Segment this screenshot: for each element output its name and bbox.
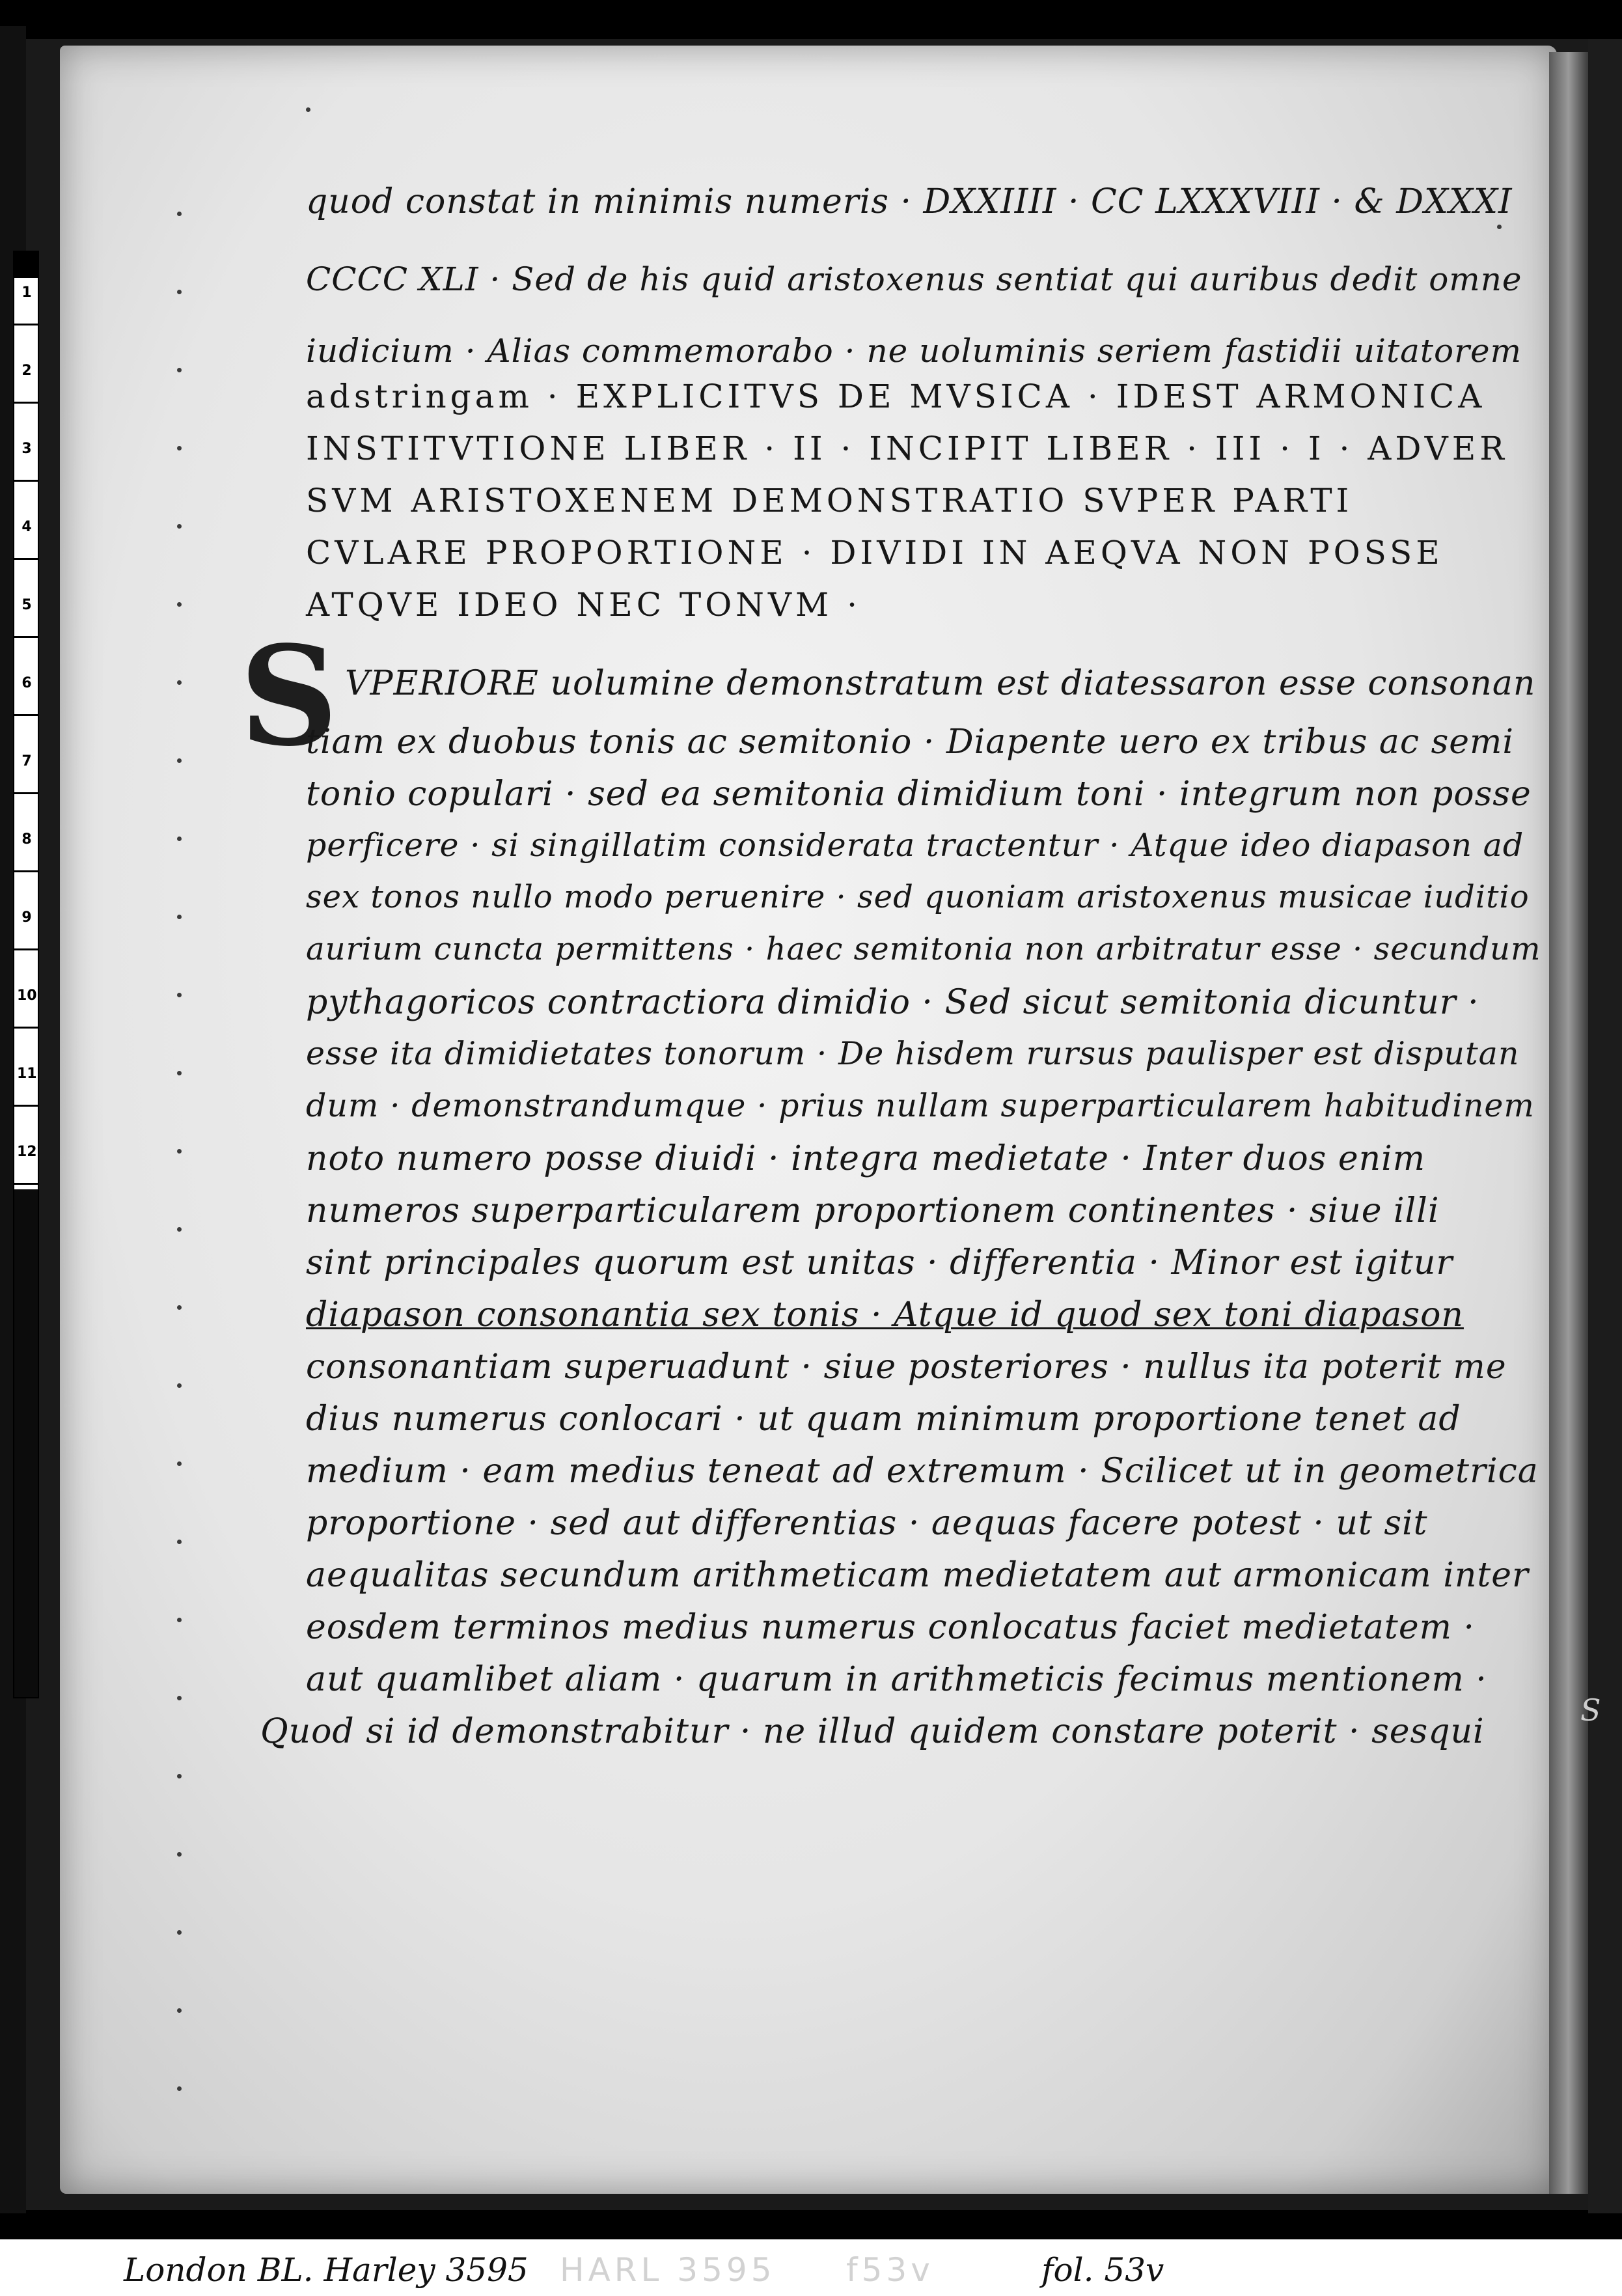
text-line: dius numerus conlocari · ut quam minimum proportione tenet ad xyxy=(306,1400,1461,1439)
pricking-mark xyxy=(177,2086,182,2091)
decorated-initial: S xyxy=(240,616,338,777)
text-line: CCCC XLI · Sed de his quid aristoxenus sentiat qui auribus dedit omne xyxy=(306,260,1522,298)
pricking-mark xyxy=(306,107,310,112)
text-line: Quod si id demonstrabitur · ne illud quidem constare poterit · sesqui xyxy=(260,1712,1485,1751)
ruler-label: 3 xyxy=(21,441,32,457)
pricking-mark xyxy=(177,290,182,294)
text-line: consonantiam superuadunt · siue posteriores · nullus ita poterit me xyxy=(306,1348,1507,1387)
pricking-mark xyxy=(177,368,182,372)
page-fore-edge xyxy=(1549,52,1588,2194)
ruler-label: 4 xyxy=(21,519,32,535)
text-line: quod constat in minimis numeris · DXXIIII · CC LXXXVIII · & DXXXI xyxy=(306,182,1513,221)
pricking-mark xyxy=(177,1071,182,1075)
text-line: medium · eam medius teneat ad extremum · Scilicet ut in geometrica xyxy=(306,1452,1539,1491)
scale-ruler xyxy=(13,251,39,1698)
ruler-label: 8 xyxy=(21,831,32,848)
pricking-mark xyxy=(177,1383,182,1388)
pricking-mark xyxy=(1497,225,1502,229)
ruler-tick xyxy=(14,324,38,325)
pricking-mark xyxy=(177,2008,182,2013)
pricking-mark xyxy=(177,1930,182,1935)
ruler-tick xyxy=(14,558,38,560)
text-line: eosdem terminos medius numerus conlocatus faciet medietatem · xyxy=(306,1608,1475,1647)
text-line: ATQVE IDEO NEC TONVM · xyxy=(306,586,862,624)
pricking-mark xyxy=(177,1774,182,1778)
shelfmark-label: London BL. Harley 3595 xyxy=(124,2251,529,2289)
ruler-label: 11 xyxy=(17,1066,37,1082)
text-line: INSTITVTIONE LIBER · II · INCIPIT LIBER · III · I · ADVER xyxy=(306,430,1508,467)
text-line: tonio copulari · sed ea semitonia dimidium toni · integrum non posse xyxy=(306,775,1532,814)
pricking-mark xyxy=(177,758,182,763)
text-line: dum · demonstrandumque · prius nullam superparticularem habitudinem xyxy=(306,1087,1535,1124)
folio-code: f53v xyxy=(846,2251,934,2289)
ruler-tick xyxy=(14,480,38,482)
text-line: tiam ex duobus tonis ac semitonio · Diapente uero ex tribus ac semi xyxy=(306,723,1514,762)
pricking-mark xyxy=(177,1461,182,1466)
text-line: esse ita dimidietates tonorum · De hisdem rursus paulisper est disputan xyxy=(306,1035,1520,1072)
pricking-mark xyxy=(177,1852,182,1857)
text-line: CVLARE PROPORTIONE · DIVIDI IN AEQVA NON POSSE xyxy=(306,534,1444,572)
scan-top-border xyxy=(0,0,1622,39)
facing-page-margin-letter: S xyxy=(1580,1693,1601,1728)
text-line: sint principales quorum est unitas · differentia · Minor est igitur xyxy=(306,1243,1453,1282)
text-line: pythagoricos contractiora dimidio · Sed sicut semitonia dicuntur · xyxy=(306,983,1479,1022)
text-line: diapason consonantia sex tonis · Atque id quod sex toni diapason xyxy=(306,1295,1464,1335)
pricking-mark xyxy=(177,1149,182,1154)
text-line: perficere · si singillatim considerata tractentur · Atque ideo diapason ad xyxy=(306,827,1524,864)
text-line: numeros superparticularem proportionem continentes · siue illi xyxy=(306,1191,1440,1230)
ruler-label: 2 xyxy=(21,363,32,379)
pricking-mark xyxy=(177,1696,182,1700)
ruler-label: 10 xyxy=(17,988,37,1004)
pricking-mark xyxy=(177,1305,182,1310)
ruler-block xyxy=(14,1189,38,1697)
ruler-tick xyxy=(14,1183,38,1185)
folio-label: fol. 53v xyxy=(1041,2251,1164,2289)
pricking-mark xyxy=(177,1618,182,1622)
facing-page-strip xyxy=(1588,39,1622,2213)
pricking-mark xyxy=(177,212,182,216)
ruler-label: 7 xyxy=(21,753,32,769)
ruler-label: 1 xyxy=(21,284,32,301)
pricking-mark xyxy=(177,993,182,997)
pricking-mark xyxy=(177,680,182,685)
pricking-mark xyxy=(177,1227,182,1232)
text-line: iudicium · Alias commemorabo · ne uoluminis seriem fastidii uitatorem xyxy=(306,332,1522,370)
ruler-tick xyxy=(14,1105,38,1107)
ruler-tick xyxy=(14,948,38,950)
text-line: proportione · sed aut differentias · aequas facere potest · ut sit xyxy=(306,1504,1428,1543)
ruler-tick xyxy=(14,636,38,638)
text-line: SVM ARISTOXENEM DEMONSTRATIO SVPER PARTI xyxy=(306,482,1353,519)
pricking-mark xyxy=(177,602,182,607)
text-line: aut quamlibet aliam · quarum in arithmeticis fecimus mentionem · xyxy=(306,1660,1487,1699)
pricking-mark xyxy=(177,524,182,529)
pricking-mark xyxy=(177,915,182,919)
ruler-tick xyxy=(14,1027,38,1029)
text-line: noto numero posse diuidi · integra medietate · Inter duos enim xyxy=(306,1139,1426,1178)
ruler-tick xyxy=(14,792,38,794)
text-line: sex tonos nullo modo peruenire · sed quoniam aristoxenus musicae iuditio xyxy=(306,879,1530,915)
ruler-label: 12 xyxy=(17,1144,37,1160)
pricking-mark xyxy=(177,446,182,450)
text-line: aequalitas secundum arithmeticam medietatem aut armonicam inter xyxy=(306,1556,1529,1595)
text-line: adstringam · EXPLICITVS DE MVSICA · IDEST ARMONICA xyxy=(306,378,1486,415)
text-line: VPERIORE uolumine demonstratum est diatessaron esse consonan xyxy=(345,664,1536,703)
text-line: aurium cuncta permittens · haec semitonia non arbitratur esse · secundum xyxy=(306,931,1541,967)
pricking-mark xyxy=(177,1540,182,1544)
ruler-label: 5 xyxy=(21,597,32,613)
ruler-tick xyxy=(14,714,38,716)
ruler-label: 9 xyxy=(21,909,32,926)
pricking-mark xyxy=(177,837,182,841)
ruler-tick xyxy=(14,870,38,872)
ruler-tick xyxy=(14,402,38,404)
ruler-label: 6 xyxy=(21,675,32,691)
shelfmark-stamp: HARL 3595 xyxy=(560,2251,776,2289)
ruler-block xyxy=(14,252,38,278)
